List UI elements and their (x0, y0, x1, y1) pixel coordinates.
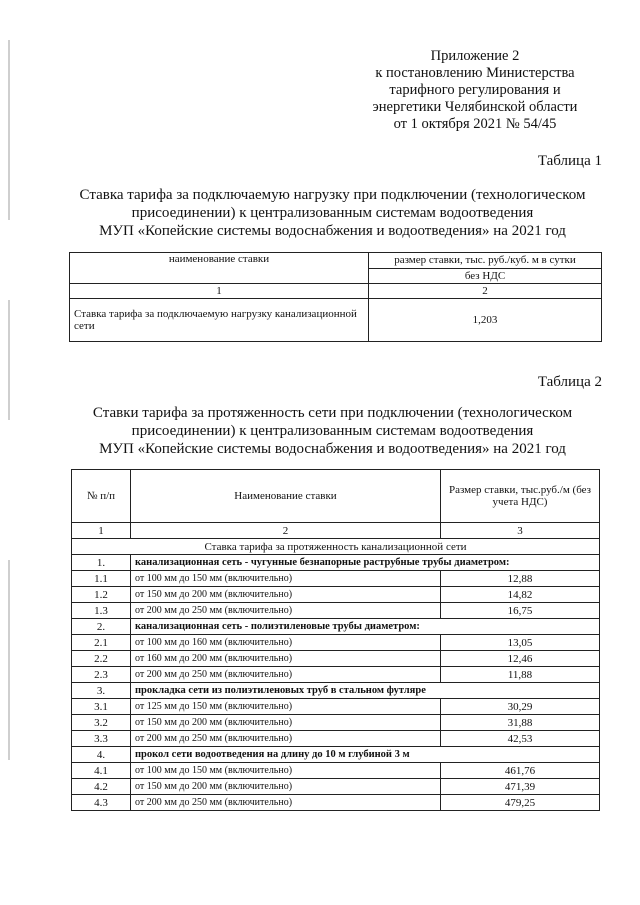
table2-row-name: от 200 мм до 250 мм (включительно) (131, 667, 441, 683)
table2-row-name: от 200 мм до 250 мм (включительно) (131, 731, 441, 747)
table2-title-line: МУП «Копейские системы водоснабжения и водоотведения» на 2021 год (99, 441, 566, 457)
table1-header-vat: без НДС (369, 268, 602, 284)
table2-row-name: от 160 мм до 200 мм (включительно) (131, 651, 441, 667)
table2-row-value: 30,29 (441, 699, 600, 715)
table2-row (72, 587, 600, 603)
table2-header-name: Наименование ставки (131, 470, 441, 523)
table2-row (72, 651, 600, 667)
table2-row-name: от 100 мм до 150 мм (включительно) (131, 571, 441, 587)
table2-row-name: от 150 мм до 200 мм (включительно) (131, 587, 441, 603)
table2-title-line: Ставки тарифа за протяженность сети при подключении (технологическом (92, 405, 573, 421)
table2-row (72, 715, 600, 731)
table2-row-value: 461,76 (441, 763, 600, 779)
table2-row-num: 3. (72, 683, 131, 699)
appendix-line: Приложение 2 (430, 48, 520, 64)
table2-row-num: 3.1 (72, 699, 131, 715)
table2-row-value: 471,39 (441, 779, 600, 795)
appendix-header (350, 48, 600, 133)
table2-row-value: 11,88 (441, 667, 600, 683)
table2-row-num: 3.3 (72, 731, 131, 747)
table2-row (72, 667, 600, 683)
table1-col-num: 2 (369, 284, 602, 299)
appendix-line: от 1 октября 2021 № 54/45 (393, 116, 557, 132)
table1-title (60, 186, 605, 240)
table2-row-value: 479,25 (441, 795, 600, 811)
table2-row (72, 603, 600, 619)
table2-row-num: 2. (72, 619, 131, 635)
table2-row-name: от 125 мм до 150 мм (включительно) (131, 699, 441, 715)
table2-section-row (72, 619, 600, 635)
table2-label: Таблица 2 (537, 374, 602, 390)
table1-title-line: МУП «Копейские системы водоснабжения и водоотведения» на 2021 год (99, 223, 566, 239)
table1-title-line: Ставка тарифа за подключаемую нагрузку при подключении (технологическом (79, 187, 586, 203)
table2-section-row (72, 683, 600, 699)
table2-span-title: Ставка тарифа за протяженность канализационной сети (72, 539, 600, 555)
table2-row-name: от 200 мм до 250 мм (включительно) (131, 603, 441, 619)
table2-row-num: 4.1 (72, 763, 131, 779)
table2-row (72, 763, 600, 779)
table2-row-num: 4.3 (72, 795, 131, 811)
appendix-line: к постановлению Министерства (375, 65, 575, 81)
table1 (69, 252, 602, 342)
table1-title-line: присоединении) к централизованным системам водоотведения (131, 205, 534, 221)
table2-row (72, 731, 600, 747)
table2-row-num: 1.2 (72, 587, 131, 603)
table2-row (72, 699, 600, 715)
table2-row-value: 13,05 (441, 635, 600, 651)
table2-row-value: 31,88 (441, 715, 600, 731)
table2-section-name: прокладка сети из полиэтиленовых труб в стальном футляре (131, 683, 600, 699)
table2-title (60, 404, 605, 458)
table2-row-value: 14,82 (441, 587, 600, 603)
table1-header-rate: размер ставки, тыс. руб./куб. м в сутки (369, 253, 602, 269)
table2-col-num: 2 (131, 523, 441, 539)
table2-row (72, 779, 600, 795)
table2-row-value: 12,88 (441, 571, 600, 587)
table1-col-num: 1 (70, 284, 369, 299)
table1-row-name: Ставка тарифа за подключаемую нагрузку канализационной сети (70, 299, 369, 342)
table2-row-value: 42,53 (441, 731, 600, 747)
table2-row-value: 16,75 (441, 603, 600, 619)
table2-col-num: 1 (72, 523, 131, 539)
table2-row (72, 635, 600, 651)
table2-row-num: 3.2 (72, 715, 131, 731)
table2-row-num: 1.1 (72, 571, 131, 587)
table1-header-name: наименование ставки (70, 253, 369, 284)
table2-row (72, 571, 600, 587)
table2-row-name: от 100 мм до 150 мм (включительно) (131, 763, 441, 779)
table2-header-rate: Размер ставки, тыс.руб./м (без учета НДС) (441, 470, 600, 523)
table2-row-name: от 200 мм до 250 мм (включительно) (131, 795, 441, 811)
table2-col-num: 3 (441, 523, 600, 539)
table2-row-num: 1. (72, 555, 131, 571)
table2-section-name: канализационная сеть - чугунные безнапорные раструбные трубы диаметром: (131, 555, 600, 571)
table2-row-num: 2.1 (72, 635, 131, 651)
table2-row-value: 12,46 (441, 651, 600, 667)
table2-section-name: канализационная сеть - полиэтиленовые трубы диаметром: (131, 619, 600, 635)
scan-edge-artifact (0, 0, 22, 905)
table2-row-num: 2.2 (72, 651, 131, 667)
table2-row-num: 4.2 (72, 779, 131, 795)
appendix-line: тарифного регулирования и (389, 82, 561, 98)
table1-label: Таблица 1 (537, 153, 602, 169)
table2-row-num: 1.3 (72, 603, 131, 619)
table2-section-row (72, 747, 600, 763)
table2-row-name: от 150 мм до 200 мм (включительно) (131, 779, 441, 795)
appendix-line: энергетики Челябинской области (372, 99, 578, 115)
table2-title-line: присоединении) к централизованным системам водоотведения (131, 423, 534, 439)
table2-section-name: прокол сети водоотведения на длину до 10 м глубиной 3 м (131, 747, 600, 763)
table2-row-name: от 150 мм до 200 мм (включительно) (131, 715, 441, 731)
table2-row-num: 2.3 (72, 667, 131, 683)
table2-header-num: № п/п (72, 470, 131, 523)
table2-section-row (72, 555, 600, 571)
table2 (71, 469, 600, 811)
table2-row (72, 795, 600, 811)
table2-row-num: 4. (72, 747, 131, 763)
table2-row-name: от 100 мм до 160 мм (включительно) (131, 635, 441, 651)
table1-row-value: 1,203 (369, 299, 602, 342)
